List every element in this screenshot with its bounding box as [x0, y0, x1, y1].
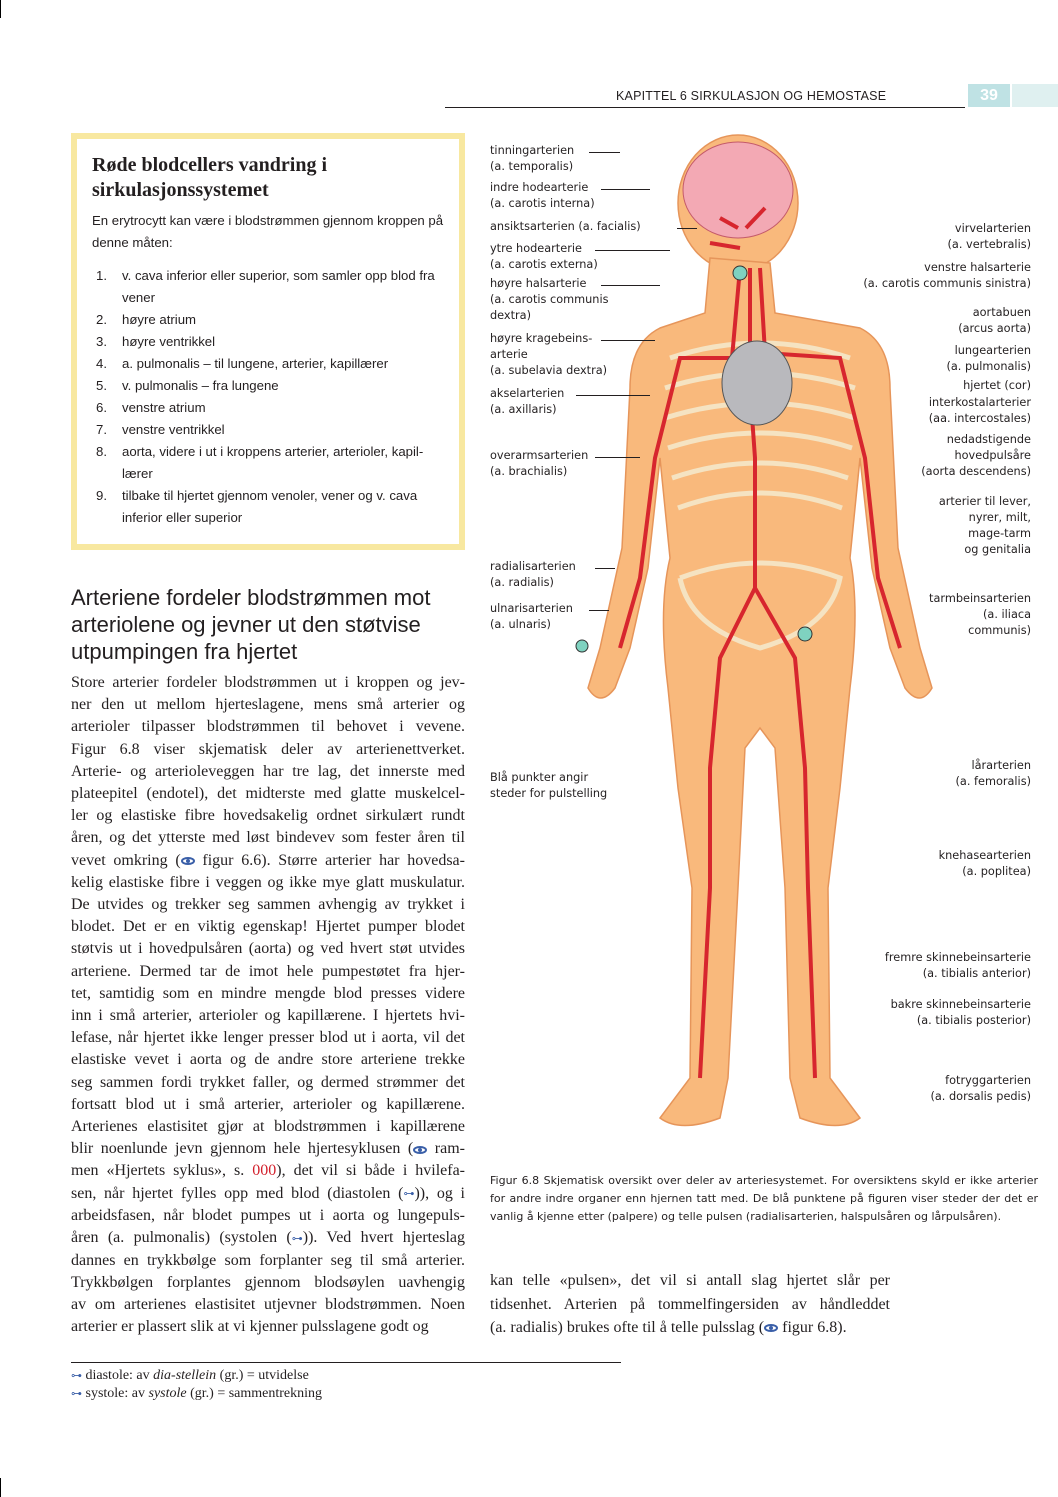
text-line [71, 916, 465, 938]
label-line: lungearterien [954, 344, 1031, 357]
text-line [71, 783, 465, 805]
label-line: radialisarterien [490, 560, 576, 573]
text-run: (a. radialis) brukes ofte til å telle pulsslag ( [490, 1319, 765, 1336]
box-list-item [92, 441, 452, 485]
figure-label [930, 1073, 1031, 1105]
text-line [71, 1272, 465, 1294]
text-line [71, 872, 465, 894]
text-run: støtvis ut i hovedpulsåren (aorta) og ved hvert støt utvides [71, 940, 465, 958]
text-run: elastiske vevet i aorta og de andre store arteriene trekke [71, 1051, 465, 1069]
crop-mark [0, 0, 1, 18]
text-line [71, 1316, 465, 1338]
leader-line [589, 610, 609, 611]
label-line: (aa. intercostales) [928, 412, 1031, 425]
text-line [71, 1250, 465, 1272]
item-number: 4. [96, 356, 107, 371]
figure-label [490, 241, 598, 273]
crop-mark [0, 1478, 1, 1497]
footnote-rule [71, 1362, 621, 1363]
item-number: 8. [96, 444, 107, 459]
text-run: tet, samtidig som en mindre mengde blod presses videre [71, 984, 465, 1002]
eye-icon[interactable] [181, 857, 195, 865]
text-line [71, 961, 465, 983]
figure-label [490, 601, 573, 633]
text-run: )), og i [414, 1184, 465, 1202]
item-text: venstre ventrikkel [122, 422, 225, 437]
text-run: ram- [427, 1140, 466, 1158]
label-line: hjertet (cor) [963, 379, 1031, 392]
heart [722, 341, 792, 425]
item-number: 2. [96, 312, 107, 327]
text-run: fortsatt blod ut i små arterier, arterioler og kapillærene. [71, 1095, 465, 1113]
figure-label [490, 143, 574, 175]
body-text-right [490, 1269, 890, 1340]
figure-label [490, 770, 607, 802]
label-line: fremre skinnebeinsarterie [884, 951, 1031, 964]
pulse-point-carotid [733, 266, 747, 280]
box-list-item [92, 265, 452, 309]
text-line [71, 694, 465, 716]
text-line [71, 1227, 465, 1249]
text-line [71, 1294, 465, 1316]
label-line: lårarterien [971, 759, 1031, 772]
label-line: (a. subelavia dextra) [490, 364, 608, 377]
text-line [71, 1205, 465, 1227]
label-line: (a. carotis communis [490, 293, 609, 306]
label-line: (arcus aorta) [958, 322, 1031, 335]
text-line [71, 1160, 465, 1182]
text-run: )). Ved hvert hjerteslag [302, 1229, 466, 1247]
text-line [71, 739, 465, 761]
figure-label [939, 494, 1031, 558]
header-rule [445, 107, 965, 108]
figure-label [885, 950, 1031, 982]
item-text: høyre ventrikkel [122, 334, 216, 349]
figure-label [963, 378, 1031, 394]
text-run: arterioler tilpasser blodstrømmen til behovet i vevene. [71, 718, 465, 736]
item-number: 1. [96, 268, 107, 283]
label-line: (a. poplitea) [962, 865, 1031, 878]
figure-label [929, 395, 1031, 427]
leader-line [595, 250, 670, 251]
text-line [71, 1138, 465, 1160]
item-text: aorta, videre i ut i kroppens arterier, arterioler, kapil-lærer [122, 444, 424, 481]
text-run: lefase, når hjertet ikke lenger presser blod ut i aorta, vil det [71, 1029, 465, 1047]
text-line [71, 761, 465, 783]
key-icon[interactable]: ⊶ [403, 1186, 415, 1200]
leader-line [601, 285, 660, 286]
text-run: kelig elastiske fibre i veggen og ikke mye glatt muskulatur. [71, 873, 465, 891]
item-number: 6. [96, 400, 107, 415]
text-line [490, 1316, 890, 1340]
label-line: Blå punkter angir [490, 771, 589, 784]
key-icon: ⊶ [71, 1369, 82, 1382]
figure-label [490, 386, 564, 418]
label-line: bakre skinnebeinsarterie [890, 998, 1031, 1011]
page-number: 39 [968, 84, 1010, 107]
figure-label [939, 848, 1031, 880]
running-header: KAPITTEL 6 SIRKULASJON OG HEMOSTASE [616, 89, 887, 103]
figure-label [921, 432, 1031, 480]
text-run: arterier er plassert slik at vi kjenner pulsslagene godt og [71, 1318, 429, 1336]
leader-line [589, 152, 621, 153]
box-list-item [92, 309, 452, 331]
label-line: hovedpulsåre [954, 449, 1031, 462]
label-line: dextra) [490, 309, 532, 322]
item-number: 5. [96, 378, 107, 393]
text-line [71, 827, 465, 849]
label-line: (a. carotis externa) [490, 258, 598, 271]
label-line: mage-tarm [968, 527, 1031, 540]
key-icon[interactable]: ⊶ [291, 1231, 303, 1245]
item-text: v. pulmonalis – fra lungene [122, 378, 279, 393]
text-run: ), det vil si både i hvilefa- [276, 1162, 465, 1180]
label-line: og genitalia [964, 543, 1031, 556]
text-run: figur 6.6). Større arterier har hovedsa- [194, 851, 465, 869]
text-run: åren, og det ytterste med løst bindevev som fester åren til [71, 829, 465, 847]
label-line: indre hodearterie [490, 181, 589, 194]
section-heading: Arteriene fordeler blodstrømmen mot arteriolene og jevner ut den støtvise utpumpingen fra hjertet [71, 585, 431, 664]
label-line: nyrer, milt, [968, 511, 1031, 524]
label-line: communis) [968, 624, 1031, 637]
leader-line [601, 189, 650, 190]
page-tab [1012, 84, 1058, 107]
item-text: v. cava inferior eller superior, som samler opp blod fra vener [122, 268, 435, 305]
text-line [490, 1293, 890, 1317]
text-run: kan telle «pulsen», det vil si antall slag hjertet slår per [490, 1272, 890, 1289]
figure-label [490, 331, 607, 379]
key-icon: ⊶ [71, 1387, 82, 1401]
label-line: (a. tibialis anterior) [922, 967, 1031, 980]
label-line: (a. femoralis) [955, 775, 1031, 788]
leader-line [595, 457, 640, 458]
figure-label [956, 758, 1032, 790]
text-run: men «Hjertets syklus», s. [71, 1162, 253, 1180]
label-line: (a. temporalis) [490, 160, 574, 173]
label-line: arterie [490, 348, 528, 361]
label-line: interkostalarterier [928, 396, 1031, 409]
label-line: (a. radialis) [490, 576, 554, 589]
text-line [71, 1027, 465, 1049]
figure-label [946, 343, 1031, 375]
text-run: Arterie- og arterioleveggen har tre lag, det innerste med [71, 762, 465, 780]
text-run: Store arterier fordeler blodstrømmen ut i kroppen og jev- [71, 674, 465, 691]
text-line [71, 1183, 465, 1205]
text-run: blodet. Det er en viktig egenskap! Hjertet pumper blodet [71, 918, 465, 936]
item-text: høyre atrium [122, 312, 197, 327]
text-run: seg sammen fordi trykket faller, og dermed strømmer det [71, 1073, 465, 1091]
brain [683, 142, 793, 238]
label-line: (a. vertebralis) [947, 238, 1031, 251]
label-line: (aorta descendens) [921, 465, 1031, 478]
box-list-item [92, 485, 452, 529]
box-list-item [92, 375, 452, 397]
text-line [490, 1269, 890, 1293]
label-line: (a. brachialis) [490, 465, 568, 478]
item-number: 9. [96, 488, 107, 503]
figure-label [958, 305, 1031, 337]
box-list-item [92, 419, 452, 441]
text-run: Figur 6.8 viser skjematisk deler av arterienettverket. [71, 740, 465, 758]
page-reference: 000 [252, 1162, 277, 1180]
text-run: vevet omkring ( [71, 851, 181, 869]
text-line [71, 983, 465, 1005]
text-run: De utvides og trekker seg sammen avhengig av trykket i [71, 896, 465, 914]
text-run: Trykkbølgen forplantes gjennom blodsøylen uavhengig [71, 1273, 465, 1291]
leader-line [576, 395, 650, 396]
text-line [71, 938, 465, 960]
figure-label [891, 997, 1031, 1029]
label-line: fotryggarterien [945, 1074, 1031, 1087]
box-title: Røde blodcellers vandring i sirkulasjonssystemet [92, 154, 328, 201]
figure-label [490, 276, 608, 324]
pulse-point-radial [576, 640, 588, 652]
text-line [71, 805, 465, 827]
text-line [71, 894, 465, 916]
text-run: blir noenlunde jevn gjennom hele hjertesyklusen ( [71, 1140, 414, 1158]
label-line: venstre halsarterie [924, 261, 1031, 274]
text-line [71, 716, 465, 738]
text-line [71, 1072, 465, 1094]
label-line: steder for pulstelling [490, 787, 608, 800]
label-line: ansiktsarterien (a. facialis) [490, 220, 641, 233]
text-line [71, 1049, 465, 1071]
label-line: tarmbeinsarterien [929, 592, 1031, 605]
label-line: (a. ulnaris) [490, 618, 551, 631]
leader-line [601, 340, 655, 341]
text-run: tidsenhet. Arterien på tommelfingersiden av håndleddet [490, 1295, 890, 1313]
footnote: ⊶ diastole: av dia-stellein (gr.) = utvidelse [71, 1368, 309, 1384]
figure-label [490, 219, 641, 235]
text-run: ler og elastiske fibre hovedsakelig ordnet sirkulært rundt [71, 807, 465, 825]
label-line: knehasearterien [938, 849, 1031, 862]
box-list-item [92, 353, 452, 375]
text-run: av om arterienes elastisitet utjevner blodstrømmen. Noen [71, 1296, 465, 1314]
text-run: arteriene. Dermed tar de imot hele pumpestøtet fra hjer- [71, 962, 465, 980]
text-line [71, 1094, 465, 1116]
label-line: (a. carotis interna) [490, 197, 595, 210]
text-line [71, 1005, 465, 1027]
box-list-item [92, 397, 452, 419]
item-text: tilbake til hjertet gjennom venoler, vener og v. cava inferior eller superior [122, 488, 418, 525]
footnotes [71, 1367, 322, 1403]
label-line: (a. carotis communis sinistra) [863, 277, 1031, 290]
box-list [92, 265, 452, 529]
label-line: (a. iliaca [983, 608, 1031, 621]
label-line: akselarterien [490, 387, 565, 400]
figure-label [490, 559, 576, 591]
text-line [71, 1116, 465, 1138]
item-number: 7. [96, 422, 107, 437]
label-line: (a. pulmonalis) [946, 360, 1031, 373]
text-run: dannes en trykkbølge som forplanter seg til små arterier. [71, 1251, 465, 1269]
text-run: arbeidsfasen, når blodet pumpes ut i aorta og lungepuls- [71, 1207, 465, 1225]
figure-label [490, 448, 588, 480]
leader-line [677, 228, 697, 229]
eye-icon[interactable] [764, 1324, 778, 1332]
item-text: a. pulmonalis – til lungene, arterier, kapillærer [122, 356, 389, 371]
text-run: ner den ut mellom hjerteslagene, mens små arterier og [71, 696, 465, 714]
body-text [71, 672, 465, 1339]
figure-caption: Figur 6.8 Skjematisk oversikt over deler av arteriesystemet. For oversiktens skyld er ikke arterier for andre indre organer enn hjernen tatt med. De blå punktene på figuren viser steder der det er vanlig å kjenne etter (palpere) og telle pulsen (radialisarterien, halspulsåren og lårpulsåren). [490, 1174, 1038, 1223]
label-line: høyre halsarterie [490, 277, 587, 290]
label-line: aortabuen [972, 306, 1031, 319]
figure-label [929, 591, 1031, 639]
text-run: åren (a. pulmonalis) (systolen ( [71, 1229, 292, 1247]
label-line: arterier til lever, [938, 495, 1031, 508]
info-box [71, 133, 465, 550]
item-text: venstre atrium [122, 400, 206, 415]
text-run: sen, når hjertet fylles opp med blod (diastolen ( [71, 1184, 404, 1202]
leader-line [595, 568, 615, 569]
text-line [71, 672, 465, 694]
box-intro: En erytrocytt kan være i blodstrømmen gjennom kroppen på denne måten: [92, 213, 444, 250]
label-line: overarmsarterien [490, 449, 589, 462]
label-line: nedadstigende [946, 433, 1031, 446]
eye-icon[interactable] [413, 1146, 427, 1154]
label-line: ytre hodearterie [490, 242, 582, 255]
box-list-item [92, 331, 452, 353]
figure-label [948, 221, 1031, 253]
label-line: tinningarterien [490, 144, 575, 157]
figure-label [490, 180, 595, 212]
footnote: ⊶ systole: av systole (gr.) = sammentrekning [71, 1386, 323, 1402]
text-run: inn i små arterier, arterioler og kapillærene. I hjertets hvi- [71, 1007, 465, 1025]
label-line: ulnarisarterien [490, 602, 573, 615]
label-line: virvelarterien [954, 222, 1031, 235]
label-line: høyre kragebeins- [490, 332, 593, 345]
text-run: plateepitel (endotel), det midterste med glatte muskelcel- [71, 785, 465, 803]
figure-label [863, 260, 1031, 292]
label-line: (a. tibialis posterior) [916, 1014, 1031, 1027]
text-run: figur 6.8). [778, 1319, 847, 1336]
text-line [71, 850, 465, 872]
item-number: 3. [96, 334, 107, 349]
label-line: (a. dorsalis pedis) [930, 1090, 1031, 1103]
label-line: (a. axillaris) [490, 403, 557, 416]
pulse-point-femoral [798, 627, 812, 641]
text-run: Arterienes elastisitet gjør at blodstrømmen i kapillærene [71, 1118, 465, 1136]
